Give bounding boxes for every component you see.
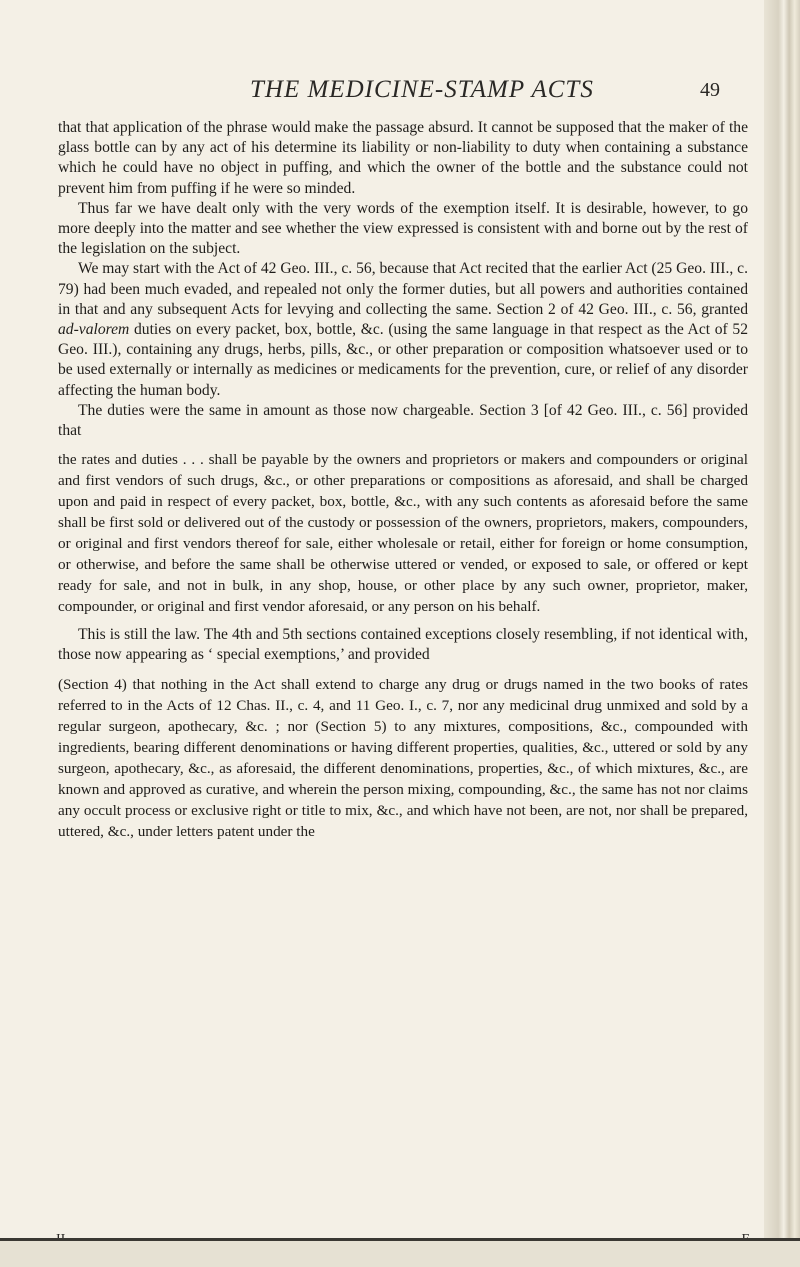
running-head: THE MEDICINE-STAMP ACTS [250, 76, 594, 103]
page-edge [764, 0, 800, 1267]
paragraph-text: duties on every packet, box, bottle, &c. (using the same language in that respect as the Act of 52 Geo. III.), containing any drugs, herbs, pills, &c., or other preparation or composition whatsoever used or to be used externally or internally as medicines or medicaments for the prevention, cure, or relief of any disorder affecting the human body. [58, 321, 748, 399]
italic-term: ad-valorem [58, 321, 130, 339]
bottom-strip [0, 1241, 800, 1267]
paragraph: This is still the law. The 4th and 5th sections contained exceptions closely resembling, if not identical with, those now appearing as ‘ special exemptions,’ and provided [58, 626, 748, 664]
paragraph: that that application of the phrase would make the passage absurd. It cannot be supposed that the maker of the glass bottle can by any act of his determine its liability or non-liability to duty when containing a substance which he could have no object in puffing, and which the owner of the bottle and the substance could not prevent him from puffing if he were so minded. [58, 119, 748, 197]
paragraph: Thus far we have dealt only with the very words of the exemption itself. It is desirable, however, to go more deeply into the matter and see whether the view expressed is consistent with and borne out by the rest of the legislation on the subject. [58, 199, 748, 258]
paragraph: The duties were the same in amount as those now chargeable. Section 3 [of 42 Geo. III., c. 56] provided that [58, 401, 748, 440]
page-number: 49 [700, 79, 720, 101]
paragraph-text: We may start with the Act of 42 Geo. III., c. 56, because that Act recited that the earlier Act (25 Geo. III., c. 79) had been much evaded, and repealed not only the former duties, but all powers and authorities contained in that and any subsequent Acts for levying and collecting the same. Section 2 of 42 Geo. III., c. 56, granted [58, 260, 748, 318]
block-quote: the rates and duties . . . shall be payable by the owners and proprietors or makers and compounders or original and first vendors of such drugs, &c., or other preparations or compositions as aforesaid, and shall be charged upon and paid in respect of every packet, box, bottle, &c., with any such contents as aforesaid before the same shall be first sold or delivered out of the custody or possession of the owners, proprietors, makers, compounders, or original and first vendors thereof for sale, either wholesale or retail, either for foreign or home consumption, or otherwise, and before the same shall be otherwise uttered or vended, or exposed to sale, or offered or kept ready for sale, and not in bulk, in any shop, house, or other place by any such owner, proprietor, maker, compounder, or original and first vendor aforesaid, or any person on his behalf. [58, 451, 748, 616]
paragraph [58, 259, 748, 400]
body-text [58, 118, 748, 850]
block-quote: (Section 4) that nothing in the Act shall extend to charge any drug or drugs named in the two books of rates referred to in the Acts of 12 Chas. II., c. 4, and 11 Geo. I., c. 7, nor any medicinal drug unmixed and sold by a regular surgeon, apothecary, &c. ; nor (Section 5) to any mixtures, compositions, &c., compounded with ingredients, bearing different denominations or having different properties, qualities, &c., uttered or sold by any surgeon, apothecary, &c., as aforesaid, the different denominations, properties, &c., of which mixtures, &c., are known and approved as curative, and wherein the person mixing, compounding, &c., the same has not nor claims any occult process or exclusive right or title to mix, &c., and which have not been, are not, nor shall be prepared, uttered, &c., under letters patent under the [58, 675, 748, 840]
